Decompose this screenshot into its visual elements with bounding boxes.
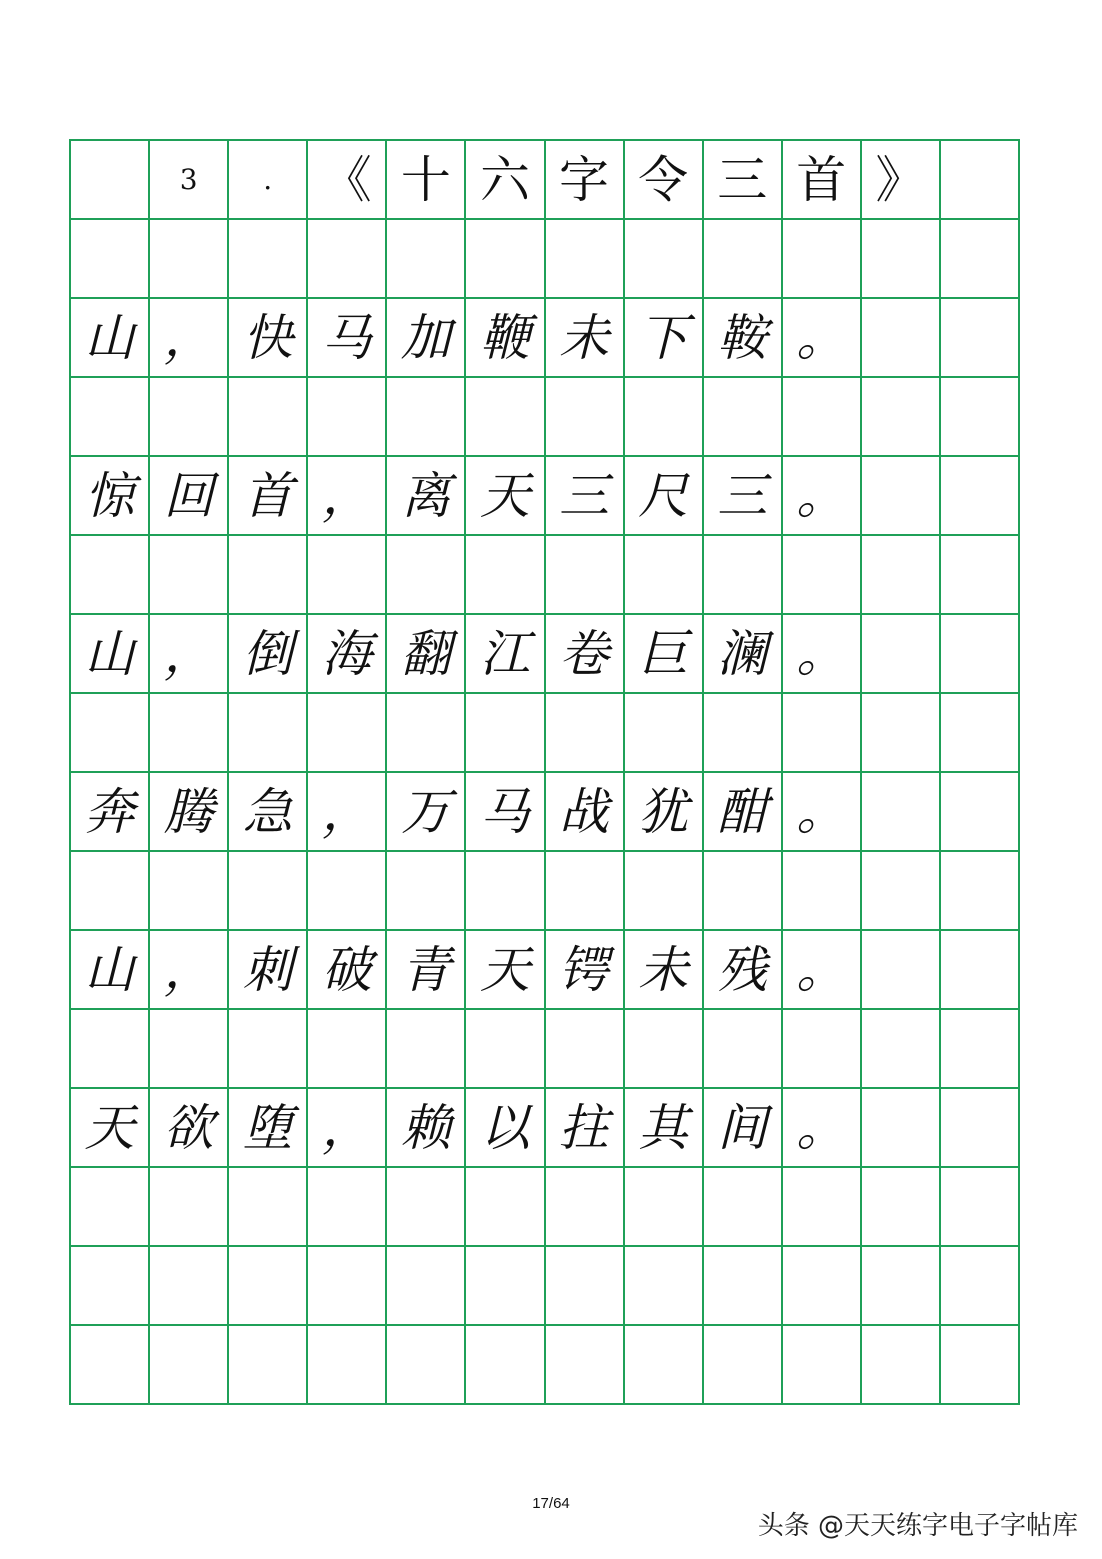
grid-cell [704, 378, 783, 457]
grid-cell: 残 [704, 931, 783, 1010]
grid-cell [704, 694, 783, 773]
grid-cell: 间 [704, 1089, 783, 1168]
grid-cell: 。 [783, 931, 862, 1010]
grid-cell [862, 220, 941, 299]
grid-cell: 拄 [546, 1089, 625, 1168]
grid-cell [862, 1089, 941, 1168]
grid-cell [466, 378, 545, 457]
grid-cell: 欲 [150, 1089, 229, 1168]
title-cell: 首 [783, 141, 862, 220]
grid-cell: ， [308, 1089, 387, 1168]
grid-cell [862, 378, 941, 457]
grid-cell [308, 852, 387, 931]
grid-cell: 马 [466, 773, 545, 852]
grid-cell [704, 536, 783, 615]
grid-cell [71, 694, 150, 773]
grid-cell [783, 1168, 862, 1247]
grid-cell [783, 1326, 862, 1405]
grid-cell [150, 378, 229, 457]
grid-cell [941, 378, 1020, 457]
grid-cell [625, 536, 704, 615]
grid-cell [862, 1326, 941, 1405]
grid-cell: 犹 [625, 773, 704, 852]
grid-cell: 天 [71, 1089, 150, 1168]
grid-cell [862, 1247, 941, 1326]
title-cell: 《 [308, 141, 387, 220]
grid-cell [546, 1247, 625, 1326]
grid-cell [941, 536, 1020, 615]
grid-cell [783, 1010, 862, 1089]
grid-cell: 战 [546, 773, 625, 852]
grid-cell: 马 [308, 299, 387, 378]
grid-cell: 其 [625, 1089, 704, 1168]
grid-cell [71, 852, 150, 931]
grid-cell [387, 378, 466, 457]
grid-cell: 急 [229, 773, 308, 852]
grid-cell: 赖 [387, 1089, 466, 1168]
grid-cell [387, 694, 466, 773]
grid-cell [941, 931, 1020, 1010]
grid-cell: ， [150, 931, 229, 1010]
grid-cell: 。 [783, 457, 862, 536]
title-cell: 3 [150, 141, 229, 220]
grid-cell: 卷 [546, 615, 625, 694]
grid-cell [546, 1326, 625, 1405]
grid-cell [466, 1168, 545, 1247]
title-cell: 》 [862, 141, 941, 220]
grid-cell [704, 1247, 783, 1326]
grid-cell [308, 1010, 387, 1089]
grid-cell: 奔 [71, 773, 150, 852]
grid-cell [941, 852, 1020, 931]
grid-cell: 首 [229, 457, 308, 536]
grid-cell [308, 536, 387, 615]
grid-cell [546, 378, 625, 457]
grid-cell [150, 1010, 229, 1089]
grid-cell [229, 1326, 308, 1405]
grid-cell: 下 [625, 299, 704, 378]
grid-cell [387, 1168, 466, 1247]
watermark: 头条 @天天练字电子字帖库 [757, 1511, 1078, 1541]
grid-cell [150, 1247, 229, 1326]
title-cell: 令 [625, 141, 704, 220]
grid-cell: 以 [466, 1089, 545, 1168]
grid-cell: 三 [546, 457, 625, 536]
grid-cell: 快 [229, 299, 308, 378]
grid-cell [308, 220, 387, 299]
grid-cell [546, 536, 625, 615]
grid-cell [71, 1168, 150, 1247]
page-number: 17/64 [532, 1495, 570, 1512]
grid-cell [229, 852, 308, 931]
grid-cell [941, 615, 1020, 694]
grid-cell [466, 694, 545, 773]
grid-cell [625, 1010, 704, 1089]
grid-cell [387, 1010, 466, 1089]
grid-cell: 海 [308, 615, 387, 694]
grid-cell: 江 [466, 615, 545, 694]
grid-cell [783, 852, 862, 931]
grid-cell: 鞭 [466, 299, 545, 378]
grid-cell [625, 852, 704, 931]
grid-cell [546, 1168, 625, 1247]
title-cell: 六 [466, 141, 545, 220]
title-cell [941, 141, 1020, 220]
grid-cell: 翻 [387, 615, 466, 694]
grid-cell [625, 694, 704, 773]
grid-cell [308, 1247, 387, 1326]
title-cell: 字 [546, 141, 625, 220]
grid-cell [941, 1326, 1020, 1405]
grid-cell: 。 [783, 299, 862, 378]
grid-cell [466, 1326, 545, 1405]
grid-cell: 刺 [229, 931, 308, 1010]
grid-cell: 巨 [625, 615, 704, 694]
grid-cell [862, 536, 941, 615]
grid-cell [546, 694, 625, 773]
grid-cell: 堕 [229, 1089, 308, 1168]
grid-cell: 离 [387, 457, 466, 536]
grid-cell: ， [308, 773, 387, 852]
grid-cell [150, 852, 229, 931]
grid-cell [783, 1247, 862, 1326]
grid-cell [387, 1247, 466, 1326]
grid-cell: 倒 [229, 615, 308, 694]
grid-cell [862, 852, 941, 931]
grid-cell [308, 694, 387, 773]
grid-cell [71, 1247, 150, 1326]
grid-cell: 锷 [546, 931, 625, 1010]
grid-cell: 天 [466, 931, 545, 1010]
grid-cell [466, 1247, 545, 1326]
grid-cell [466, 536, 545, 615]
grid-cell: 天 [466, 457, 545, 536]
grid-cell [229, 694, 308, 773]
grid-cell [387, 220, 466, 299]
grid-cell [625, 1326, 704, 1405]
grid-cell: 尺 [625, 457, 704, 536]
grid-cell [862, 457, 941, 536]
grid-cell [862, 1010, 941, 1089]
grid-cell [862, 1168, 941, 1247]
grid-cell: 未 [546, 299, 625, 378]
grid-cell [387, 536, 466, 615]
grid-cell: 万 [387, 773, 466, 852]
title-cell: . [229, 141, 308, 220]
practice-grid [69, 139, 1020, 1405]
grid-cell: 山 [71, 299, 150, 378]
grid-cell: 山 [71, 615, 150, 694]
grid-cell [941, 299, 1020, 378]
grid-cell: 加 [387, 299, 466, 378]
grid-cell [387, 852, 466, 931]
grid-cell [862, 615, 941, 694]
grid-cell: 未 [625, 931, 704, 1010]
grid-cell [229, 536, 308, 615]
grid-cell [625, 378, 704, 457]
grid-cell [150, 1326, 229, 1405]
grid-cell [71, 1010, 150, 1089]
grid-cell [229, 1168, 308, 1247]
grid-cell [308, 1326, 387, 1405]
grid-cell: 。 [783, 773, 862, 852]
grid-cell [862, 931, 941, 1010]
title-cell: 十 [387, 141, 466, 220]
grid-cell [941, 1247, 1020, 1326]
grid-cell [625, 1247, 704, 1326]
grid-cell [546, 852, 625, 931]
grid-cell [783, 220, 862, 299]
grid-cell [71, 536, 150, 615]
grid-cell [704, 220, 783, 299]
grid-cell [625, 220, 704, 299]
grid-cell: 破 [308, 931, 387, 1010]
grid-cell [783, 378, 862, 457]
grid-cell: ， [308, 457, 387, 536]
grid-cell [941, 773, 1020, 852]
grid-cell [308, 378, 387, 457]
grid-cell [150, 1168, 229, 1247]
grid-cell [387, 1326, 466, 1405]
grid-cell [229, 378, 308, 457]
grid-cell: ， [150, 615, 229, 694]
grid-cell [704, 1010, 783, 1089]
grid-cell [704, 852, 783, 931]
grid-cell [941, 1010, 1020, 1089]
grid-cell [71, 1326, 150, 1405]
grid-cell [941, 1089, 1020, 1168]
grid-cell [150, 694, 229, 773]
grid-cell [466, 220, 545, 299]
grid-cell [229, 1247, 308, 1326]
grid-cell [308, 1168, 387, 1247]
title-cell: 三 [704, 141, 783, 220]
grid-cell: 三 [704, 457, 783, 536]
grid-cell: 鞍 [704, 299, 783, 378]
grid-cell [466, 1010, 545, 1089]
grid-cell [704, 1326, 783, 1405]
grid-cell [941, 220, 1020, 299]
grid-cell [783, 694, 862, 773]
grid-cell [546, 220, 625, 299]
grid-cell [783, 536, 862, 615]
grid-cell [941, 694, 1020, 773]
grid-cell [71, 220, 150, 299]
grid-cell: 。 [783, 1089, 862, 1168]
grid-cell: 青 [387, 931, 466, 1010]
grid-cell [546, 1010, 625, 1089]
grid-cell: 澜 [704, 615, 783, 694]
grid-cell [150, 220, 229, 299]
grid-cell: 山 [71, 931, 150, 1010]
grid-cell [229, 1010, 308, 1089]
grid-cell [150, 536, 229, 615]
grid-cell [625, 1168, 704, 1247]
grid-cell [704, 1168, 783, 1247]
grid-cell: 腾 [150, 773, 229, 852]
grid-cell [941, 1168, 1020, 1247]
grid-cell [229, 220, 308, 299]
grid-cell [862, 773, 941, 852]
grid-cell [466, 852, 545, 931]
grid-cell: 回 [150, 457, 229, 536]
grid-cell: 惊 [71, 457, 150, 536]
grid-cell [941, 457, 1020, 536]
grid-cell: ， [150, 299, 229, 378]
title-cell [71, 141, 150, 220]
grid-cell: 。 [783, 615, 862, 694]
grid-cell [71, 378, 150, 457]
grid-cell [862, 694, 941, 773]
grid-cell [862, 299, 941, 378]
grid-cell: 酣 [704, 773, 783, 852]
